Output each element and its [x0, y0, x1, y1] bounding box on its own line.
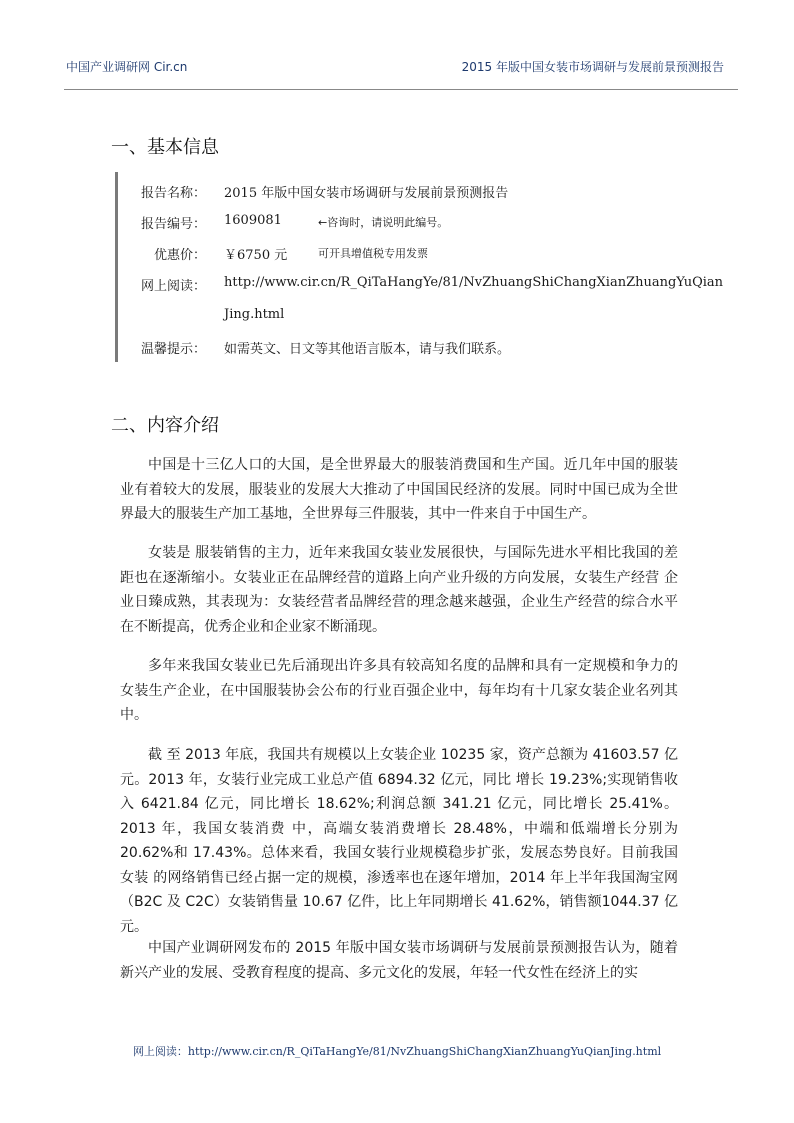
paragraph: 中国是十三亿人口的大国，是全世界最大的服装消费国和生产国。近几年中国的服装业有着较大的发展，服装业的发展大大推动了中国国民经济的发展。同时中国已成为全世界最大的服装生产加工基地，全世界每三件服装，其中一件来自于中国生产。: [120, 457, 678, 522]
info-label: 温馨提示：: [140, 342, 206, 357]
info-label: 报告编号：: [140, 217, 206, 232]
info-value: ￥6750 元: [224, 248, 288, 263]
header-report-title: 2015 年版中国女装市场调研与发展前景预测报告: [461, 60, 724, 74]
info-value: 1609081: [224, 213, 282, 228]
info-label: 网上阅读：: [140, 279, 206, 294]
footer-online-link[interactable]: 网上阅读：http://www.cir.cn/R_QiTaHangYe/81/NvZhuangShiChangXianZhuangYuQianJing.html: [132, 1045, 662, 1058]
info-note: ←咨询时，请说明此编号。: [318, 216, 449, 229]
header-divider: [64, 89, 738, 90]
info-label: 优惠价：: [153, 248, 206, 263]
online-reading-link-cont[interactable]: Jing.html: [224, 307, 285, 322]
paragraph: 女装是 服装销售的主力，近年来我国女装业发展很快，与国际先进水平相比我国的差距也在逐渐缩小。女装业正在品牌经营的道路上向产业升级的方向发展，女装生产经营 企业日臻成熟，其表现为：女装经营者品牌经营的理念越来越强，企业生产经营的综合水平在不断提高，优秀企业和企业家不断涌现。: [120, 545, 678, 635]
info-value: 2015 年版中国女装市场调研与发展前景预测报告: [224, 186, 509, 201]
paragraph: 多年来我国女装业已先后涌现出许多具有较高知名度的品牌和具有一定规模和争力的女装生产企业，在中国服装协会公布的行业百强企业中，每年均有十几家女装企业名列其中。: [120, 658, 678, 723]
basic-info-box: [115, 172, 724, 362]
header-site-name: 中国产业调研网 Cir.cn: [66, 60, 188, 74]
paragraph: 截 至 2013 年底，我国共有规模以上女装企业 10235 家，资产总额为 41603.57 亿元。2013 年，女装行业完成工业总产值 6894.32 亿元，同比 增长 19.23%;实现销售收入 6421.84 亿元，同比增长 18.62%;利润总额 341.21 亿元，同比增长 25.41%。2013 年，我国女装消费 中，高端女装消费增长 28.48%，中端和低端增长分别为 20.62%和 17.43%。总体来看，我国女装行业规模稳步扩张，发展态势良好。目前我国女装 的网络销售已经占据一定的规模，渗透率也在逐年增加，2014 年上半年我国淘宝网（B2C 及 C2C）女装销售量 10.67 亿件，比上年同期增长 41.62%，销售额1044.37 亿元。: [120, 747, 678, 935]
info-label: 报告名称：: [140, 186, 206, 201]
online-reading-link[interactable]: http://www.cir.cn/R_QiTaHangYe/81/NvZhuangShiChangXianZhuangYuQian: [224, 275, 724, 290]
paragraph: 中国产业调研网发布的 2015 年版中国女装市场调研与发展前景预测报告认为，随着新兴产业的发展、受教育程度的提高、多元文化的发展，年轻一代女性在经济上的实: [120, 940, 678, 981]
section-title-content-intro: 二、内容介绍: [111, 415, 219, 436]
info-value: 如需英文、日文等其他语言版本，请与我们联系。: [224, 342, 511, 357]
section-title-basic-info: 一、基本信息: [111, 137, 219, 158]
info-note: 可开具增值税专用发票: [318, 247, 428, 260]
